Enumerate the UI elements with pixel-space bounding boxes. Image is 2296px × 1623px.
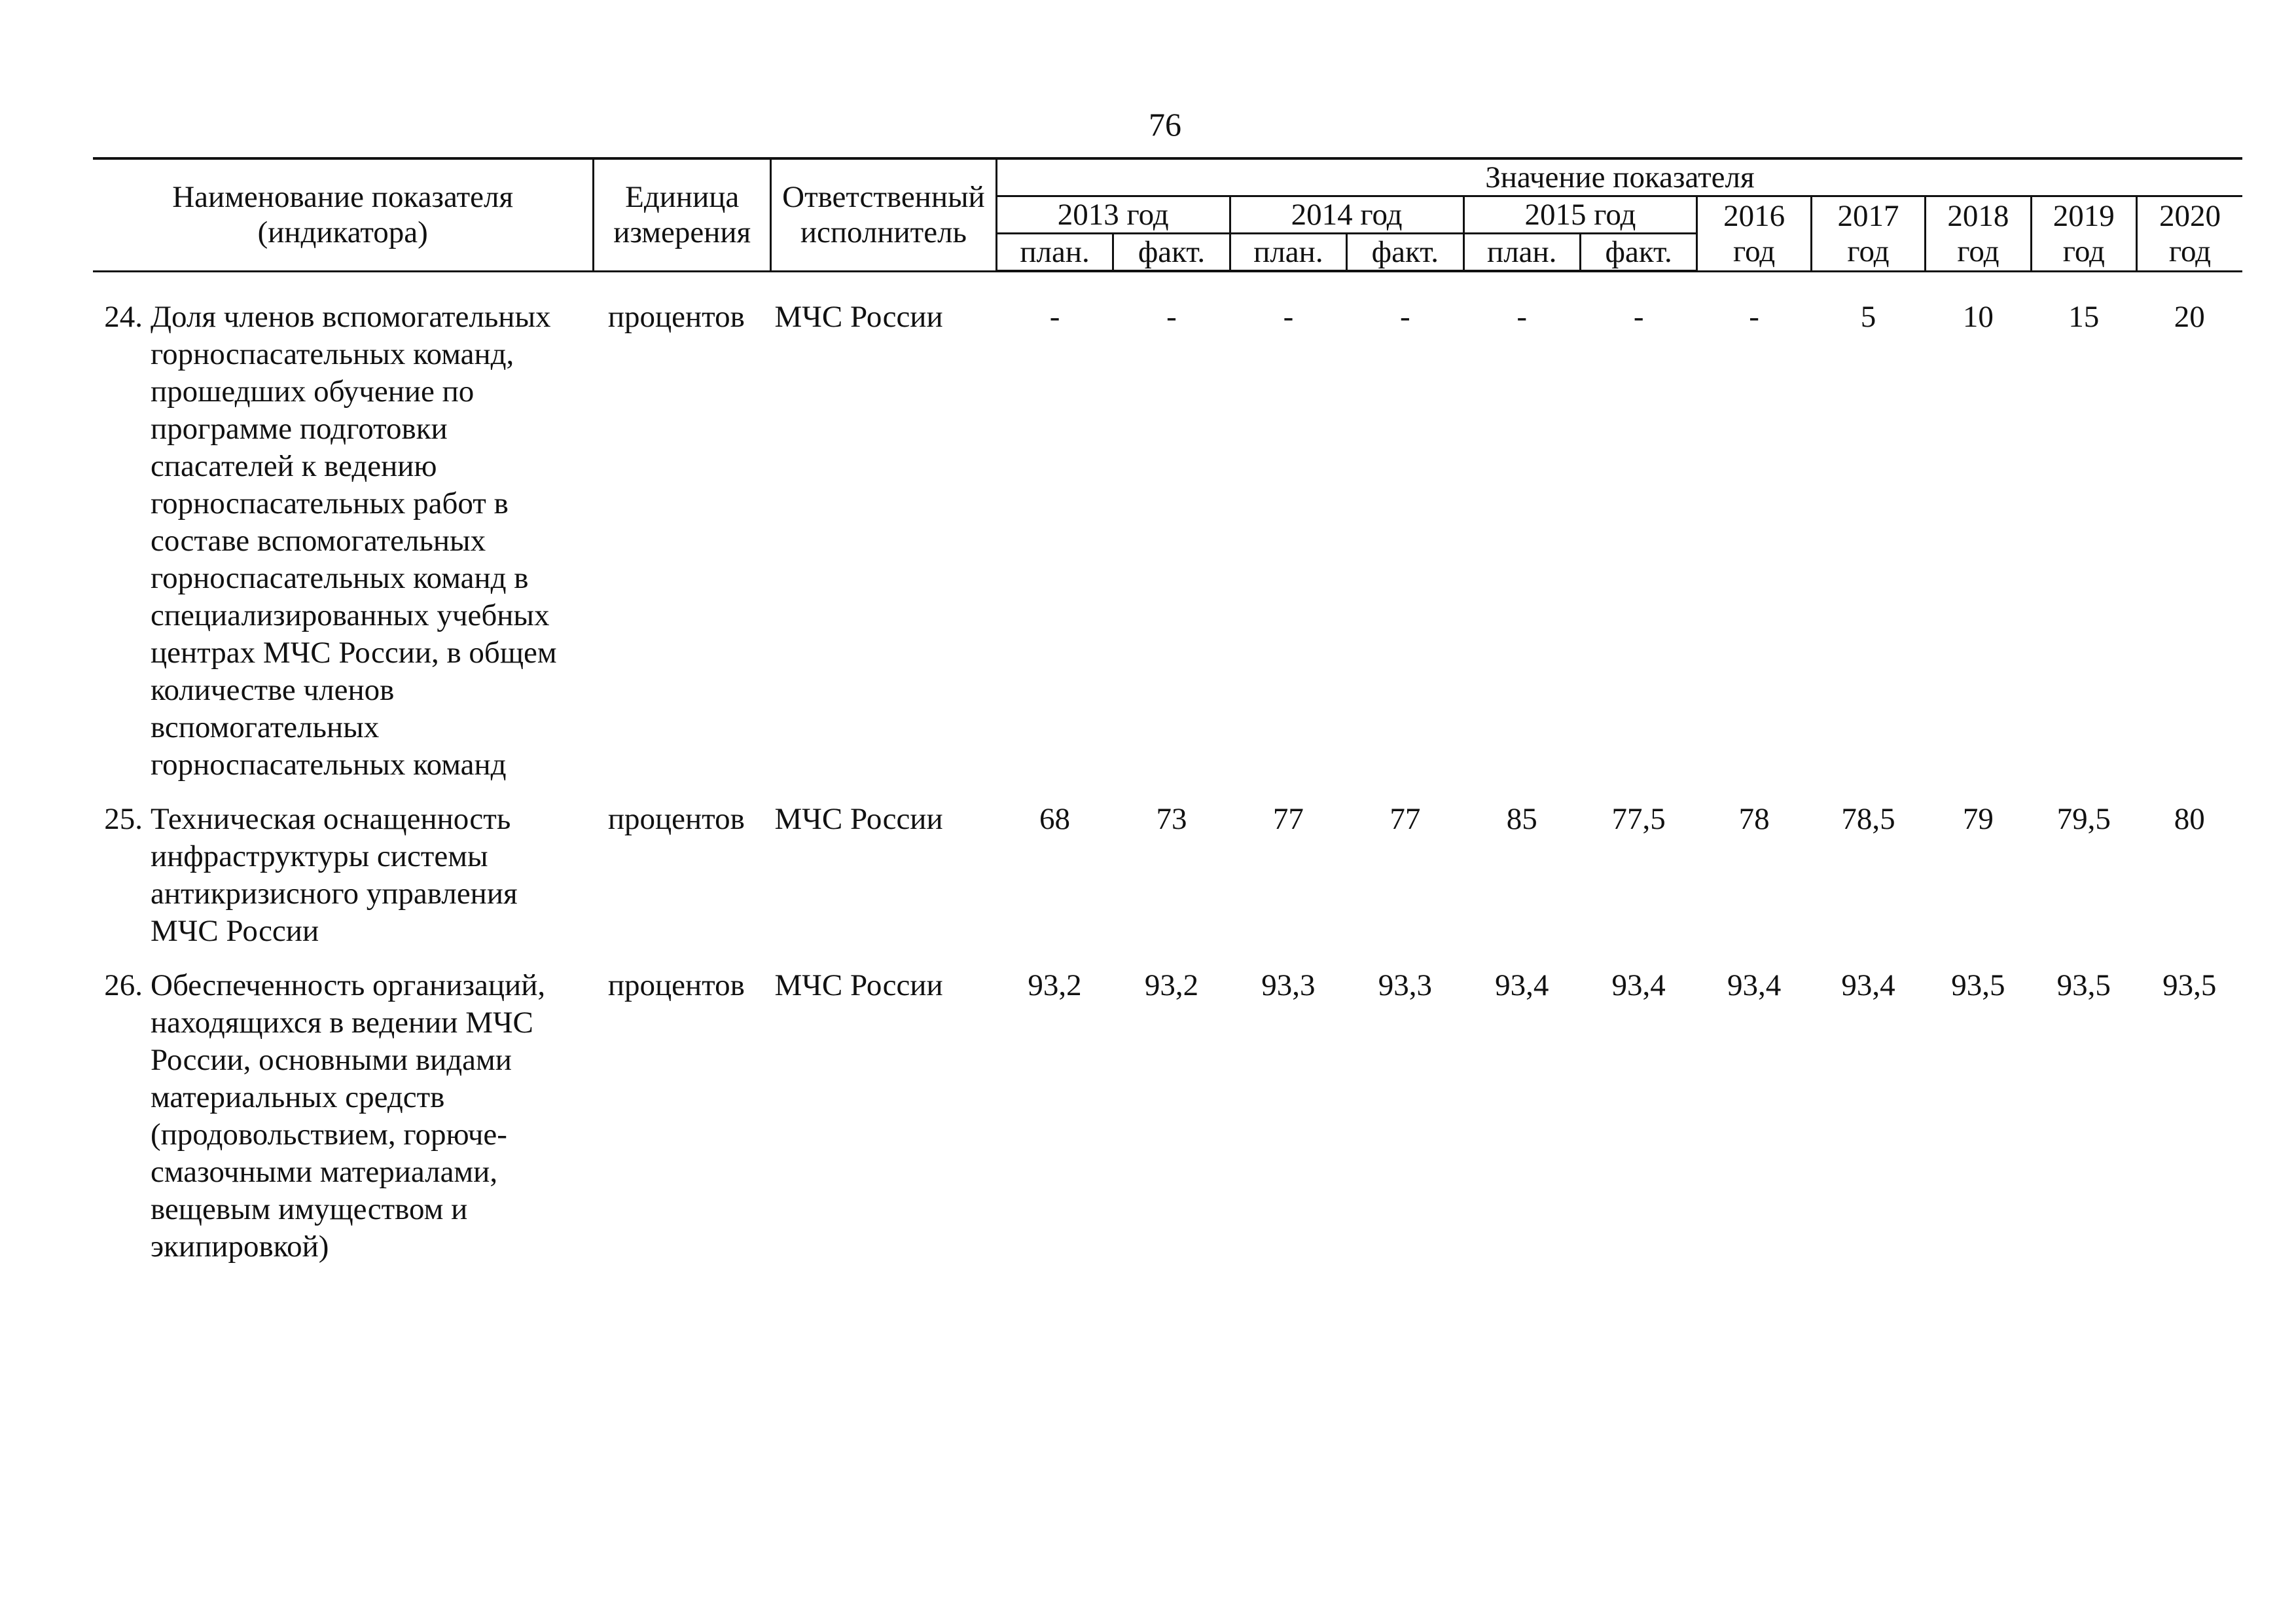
value-2019: 93,5 <box>2056 968 2111 1002</box>
header-2013-fact: факт. <box>1113 234 1230 272</box>
table-header <box>93 158 2242 299</box>
header-executor: Ответственный исполнитель <box>771 158 997 271</box>
value-2016: 78 <box>1738 802 1770 836</box>
indicator-name-cell <box>93 801 594 967</box>
value-2015-fact: - <box>1633 300 1644 334</box>
executor-cell: МЧС России <box>774 802 943 836</box>
value-2014-fact: 77 <box>1390 802 1421 836</box>
row-number: 26. <box>104 968 143 1002</box>
value-2015-fact: 93,4 <box>1611 968 1666 1002</box>
value-2015-plan: 93,4 <box>1495 968 1549 1002</box>
page-number: 76 <box>1149 106 1181 143</box>
header-year-2020: 2020 год <box>2137 196 2243 272</box>
value-2013-plan: 93,2 <box>1028 968 1082 1002</box>
value-2013-fact: 73 <box>1156 802 1187 836</box>
indicator-name: Обеспеченность организаций, находящихся в ведении МЧС России, основными видами материальных средств (продовольствием, горюче-смазочными материалами, вещевым имуществом и экипировкой) <box>151 968 546 1264</box>
indicator-name: Доля членов вспомогательных горноспасательных команд, прошедших обучение по программе подготовки спасателей к ведению горноспасательных работ в составе вспомогательных горноспасательных команд в специализированных учебных центрах МЧС России, в общем количестве членов вспомогательных горноспасательных команд <box>151 300 557 782</box>
value-2013-plan: - <box>1049 300 1060 334</box>
indicator-name-cell <box>93 299 594 801</box>
indicator-name-cell <box>93 967 594 1283</box>
header-name: Наименование показателя (индикатора) <box>93 158 594 271</box>
value-2017: 78,5 <box>1841 802 1895 836</box>
value-2013-plan: 68 <box>1039 802 1071 836</box>
header-year-2015: 2015 год <box>1463 196 1697 234</box>
indicator-name: Техническая оснащенность инфраструктуры системы антикризисного управления МЧС России <box>151 802 518 948</box>
header-year-2019: 2019 год <box>2031 196 2136 272</box>
header-year-2013: 2013 год <box>996 196 1230 234</box>
value-2015-fact: 77,5 <box>1611 802 1666 836</box>
table-row <box>93 967 2242 1283</box>
value-2018: 79 <box>1962 802 1994 836</box>
executor-cell: МЧС России <box>774 968 943 1002</box>
table-row <box>93 801 2242 967</box>
header-year-2018: 2018 год <box>1926 196 2031 272</box>
table-row <box>93 299 2242 801</box>
row-number: 25. <box>104 802 143 836</box>
header-2015-fact: факт. <box>1580 234 1696 272</box>
value-2016: - <box>1749 300 1759 334</box>
value-2013-fact: - <box>1166 300 1177 334</box>
indicators-table <box>93 157 2242 1283</box>
value-2014-plan: 93,3 <box>1261 968 1316 1002</box>
value-2016: 93,4 <box>1727 968 1782 1002</box>
unit-cell: процентов <box>607 802 745 836</box>
value-2018: 10 <box>1962 300 1994 334</box>
value-2019: 15 <box>2068 300 2100 334</box>
value-2014-plan: - <box>1283 300 1294 334</box>
value-2015-plan: - <box>1516 300 1528 334</box>
value-2019: 79,5 <box>2056 802 2111 836</box>
value-2018: 93,5 <box>1951 968 2005 1002</box>
value-2015-plan: 85 <box>1506 802 1537 836</box>
value-2014-plan: 77 <box>1272 802 1304 836</box>
header-2014-fact: факт. <box>1347 234 1463 272</box>
executor-cell: МЧС России <box>774 300 943 334</box>
value-2017: 93,4 <box>1841 968 1895 1002</box>
header-year-2014: 2014 год <box>1230 196 1463 234</box>
header-unit: Единица измерения <box>594 158 771 271</box>
value-2020: 80 <box>2174 802 2205 836</box>
header-year-2016: 2016 год <box>1697 196 1811 272</box>
value-2014-fact: 93,3 <box>1378 968 1432 1002</box>
header-values-title: Значение показателя <box>996 158 2242 196</box>
value-2020: 93,5 <box>2162 968 2217 1002</box>
table-body <box>93 299 2242 1283</box>
header-2014-plan: план. <box>1230 234 1346 272</box>
row-number: 24. <box>104 300 143 334</box>
header-2013-plan: план. <box>996 234 1113 272</box>
value-2013-fact: 93,2 <box>1144 968 1199 1002</box>
value-2017: 5 <box>1860 300 1876 334</box>
unit-cell: процентов <box>607 300 745 334</box>
header-2015-plan: план. <box>1463 234 1580 272</box>
value-2020: 20 <box>2174 300 2205 334</box>
header-year-2017: 2017 год <box>1811 196 1925 272</box>
unit-cell: процентов <box>607 968 745 1002</box>
value-2014-fact: - <box>1399 300 1410 334</box>
